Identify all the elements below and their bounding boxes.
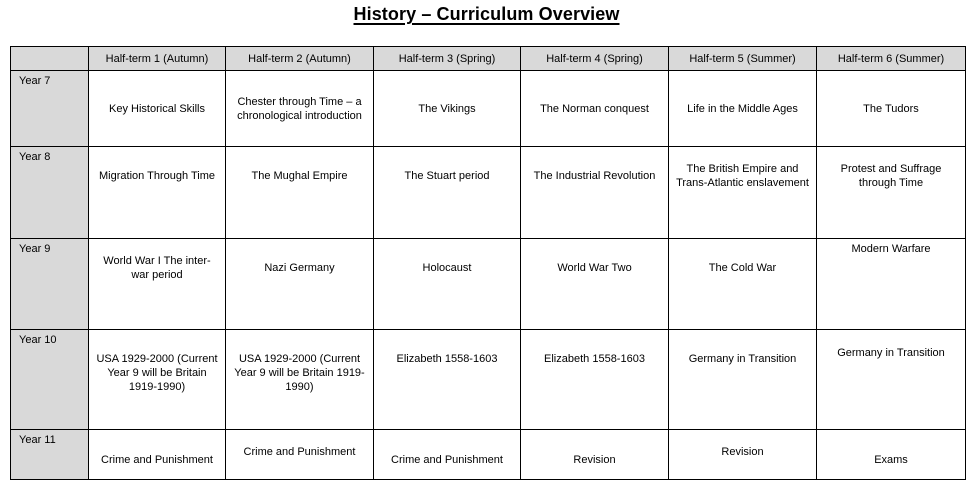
column-header-half-term-5: Half-term 5 (Summer): [669, 47, 817, 71]
table-row-year-10: [11, 330, 966, 430]
header-row: [11, 47, 966, 71]
column-header-half-term-2: Half-term 2 (Autumn): [226, 47, 374, 71]
table-row-year-11: [11, 430, 966, 480]
table-cell: Modern Warfare: [817, 239, 966, 330]
row-header-year-11: Year 11: [11, 430, 89, 480]
row-header-year-7: Year 7: [11, 71, 89, 147]
table-cell: Crime and Punishment: [374, 430, 521, 480]
table-cell: World War I The inter-war period: [89, 239, 226, 330]
table-cell: Elizabeth 1558-1603: [521, 330, 669, 430]
table-cell: USA 1929-2000 (Current Year 9 will be Britain 1919-1990): [226, 330, 374, 430]
column-header-half-term-4: Half-term 4 (Spring): [521, 47, 669, 71]
table-cell: Holocaust: [374, 239, 521, 330]
table-cell: Revision: [669, 430, 817, 480]
table-cell: Elizabeth 1558-1603: [374, 330, 521, 430]
column-header-corner: [11, 47, 89, 71]
table-cell: The Norman conquest: [521, 71, 669, 147]
page-title: History – Curriculum Overview: [353, 4, 620, 24]
table-cell: Migration Through Time: [89, 147, 226, 239]
column-header-half-term-3: Half-term 3 (Spring): [374, 47, 521, 71]
table-cell: Life in the Middle Ages: [669, 71, 817, 147]
table-cell: Crime and Punishment: [226, 430, 374, 480]
table-cell: The Tudors: [817, 71, 966, 147]
table-cell: World War Two: [521, 239, 669, 330]
table-cell: The British Empire and Trans-Atlantic enslavement: [669, 147, 817, 239]
table-cell: Germany in Transition: [817, 330, 966, 430]
table-cell: The Mughal Empire: [226, 147, 374, 239]
table-cell: Key Historical Skills: [89, 71, 226, 147]
column-header-half-term-1: Half-term 1 (Autumn): [89, 47, 226, 71]
table-cell: Chester through Time – a chronological introduction: [226, 71, 374, 147]
table-cell: Germany in Transition: [669, 330, 817, 430]
table-row-year-9: [11, 239, 966, 330]
curriculum-table: [10, 46, 966, 480]
table-cell: Nazi Germany: [226, 239, 374, 330]
row-header-year-10: Year 10: [11, 330, 89, 430]
table-row-year-7: [11, 71, 966, 147]
table-row-year-8: [11, 147, 966, 239]
table-cell: Revision: [521, 430, 669, 480]
column-header-half-term-6: Half-term 6 (Summer): [817, 47, 966, 71]
table-cell: The Cold War: [669, 239, 817, 330]
table-cell: The Vikings: [374, 71, 521, 147]
row-header-year-9: Year 9: [11, 239, 89, 330]
table-cell: The Stuart period: [374, 147, 521, 239]
table-cell: USA 1929-2000 (Current Year 9 will be Britain 1919-1990): [89, 330, 226, 430]
table-cell: Crime and Punishment: [89, 430, 226, 480]
table-cell: The Industrial Revolution: [521, 147, 669, 239]
table-cell: Exams: [817, 430, 966, 480]
row-header-year-8: Year 8: [11, 147, 89, 239]
table-cell: Protest and Suffrage through Time: [817, 147, 966, 239]
